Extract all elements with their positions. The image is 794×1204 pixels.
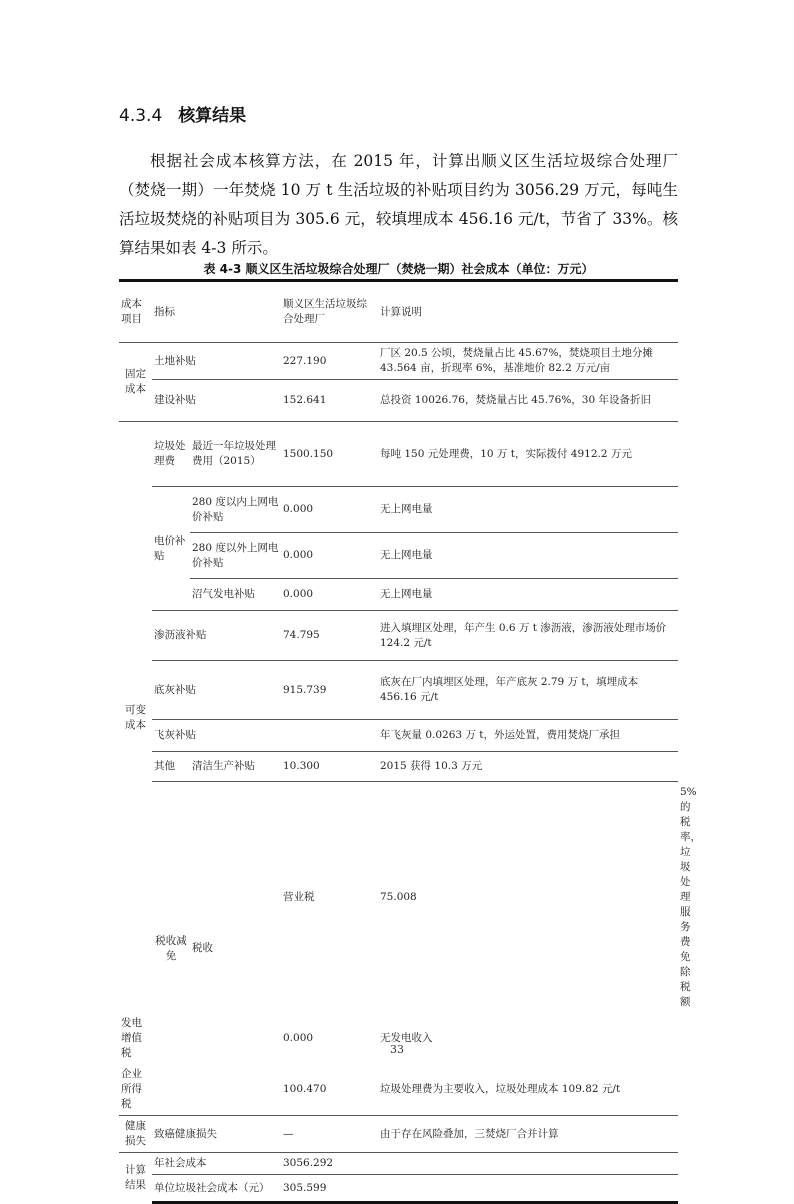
group-tax: 税收减免 [152,782,190,1116]
row-value: 100.470 [283,1083,327,1095]
table-row [119,380,678,422]
group-health: 健康损失 [119,1116,152,1153]
table-row [119,1116,678,1153]
row-name: 营业税 [281,782,378,1014]
row-value: 3056.292 [281,1153,378,1175]
row-note: 由于存在风险叠加，三焚烧厂合并计算 [378,1116,678,1153]
table-row [119,1175,678,1203]
row-value: 227.190 [281,343,378,380]
row-value: 0.000 [281,579,378,611]
row-name: 建设补贴 [152,380,281,422]
header-cost-item: 成本项目 [119,281,152,343]
row-note [378,1153,678,1175]
row-note: 垃圾处理费为主要收入，垃圾处理成本 109.82 元/t [380,1083,621,1095]
row-note: 2015 获得 10.3 万元 [378,752,678,782]
row-name: 年社会成本 [152,1153,281,1175]
row-name: 发电增值税 [121,1017,142,1059]
header-note: 计算说明 [378,281,678,343]
group-fixed: 固定成本 [119,343,152,422]
subgroup-tax: 税收 [190,782,281,1116]
subgroup-power: 电价补贴 [152,487,190,611]
row-name: 单位垃圾社会成本（元） [152,1175,281,1203]
row-value: 75.008 [378,782,678,1014]
header-plant: 顺义区生活垃圾综合处理厂 [281,281,378,343]
row-note: 底灰在厂内填埋区处理，年产底灰 2.79 万 t，填埋成本 456.16 元/t [378,661,678,720]
section-title: 核算结果 [178,106,247,126]
row-value: 10.300 [281,752,378,782]
row-value: 915.739 [281,661,378,720]
row-name: 280 度以外上网电价补贴 [190,533,281,579]
row-name: 沼气发电补贴 [190,579,281,611]
section-heading [119,101,246,126]
row-note: 无发电收入 [380,1032,433,1044]
table-row [119,752,678,782]
row-value: 152.641 [281,380,378,422]
row-note: 无上网电量 [378,487,678,533]
body-paragraph: 根据社会成本核算方法，在 2015 年，计算出顺义区生活垃圾综合处理厂（焚烧一期）一年焚烧 10 万 t 生活垃圾的补贴项目约为 3056.29 万元，每吨生活垃圾焚烧的补贴项目为 305.6 元，较填埋成本 456.16 元/t，节省了 33%。核算结果如表 4-3 所示。 [119,152,678,257]
table-row [119,579,678,611]
group-result: 计算结果 [119,1153,152,1203]
row-value: 0.000 [281,533,378,579]
row-note: 每吨 150 元处理费，10 万 t，实际拨付 4912.2 万元 [378,422,678,487]
row-name: 企业所得税 [121,1068,142,1110]
row-name: 清洁生产补贴 [190,752,281,782]
table-row [119,533,678,579]
subgroup-garbage: 垃圾处理费 [152,422,190,487]
row-name: 渗沥液补贴 [152,611,281,661]
row-note: 无上网电量 [378,533,678,579]
table-row [119,611,678,661]
row-value: 74.795 [281,611,378,661]
section-number: 4.3.4 [119,106,163,126]
row-value: — [281,1116,378,1153]
row-name: 280 度以内上网电价补贴 [190,487,281,533]
row-name: 致癌健康损失 [152,1116,281,1153]
row-value [281,720,378,752]
table-header-row [119,281,678,343]
social-cost-table [119,279,701,1204]
table-row [119,1153,678,1175]
row-note [378,1175,678,1203]
table-row [119,487,678,533]
row-note: 年飞灰量 0.0263 万 t，外运处置，费用焚烧厂承担 [378,720,678,752]
subgroup-other: 其他 [152,752,190,782]
row-name: 土地补贴 [152,343,281,380]
row-value: 0.000 [283,1032,314,1044]
group-variable: 可变成本 [119,422,152,1014]
row-value: 1500.150 [281,422,378,487]
row-value: 0.000 [281,487,378,533]
row-note: 进入填埋区处理，年产生 0.6 万 t 渗沥液，渗沥液处理市场价 124.2 元/t [378,611,678,661]
row-note: 总投资 10026.76，焚烧量占比 45.76%，30 年设备折旧 [378,380,678,422]
row-value: 305.599 [281,1175,378,1203]
table-row [119,422,678,487]
header-indicator: 指标 [152,281,281,343]
row-note: 厂区 20.5 公顷，焚烧量占比 45.67%，焚烧项目土地分摊 43.564 亩，折现率 6%，基准地价 82.2 万元/亩 [378,343,678,380]
table-row [119,343,678,380]
table-row [119,720,678,752]
table-caption: 表 4-3 顺义区生活垃圾综合处理厂（焚烧一期）社会成本（单位：万元） [203,262,594,276]
row-name: 底灰补贴 [152,661,281,720]
row-name: 飞灰补贴 [152,720,281,752]
row-note: 无上网电量 [378,579,678,611]
page-number: 33 [390,1043,404,1056]
table-row: 税收减免 税收 营业税 75.008 5%的税率，垃圾处理服务费免除税额 [119,782,678,1014]
table-row [119,661,678,720]
row-name: 最近一年垃圾处理费用（2015） [190,422,281,487]
